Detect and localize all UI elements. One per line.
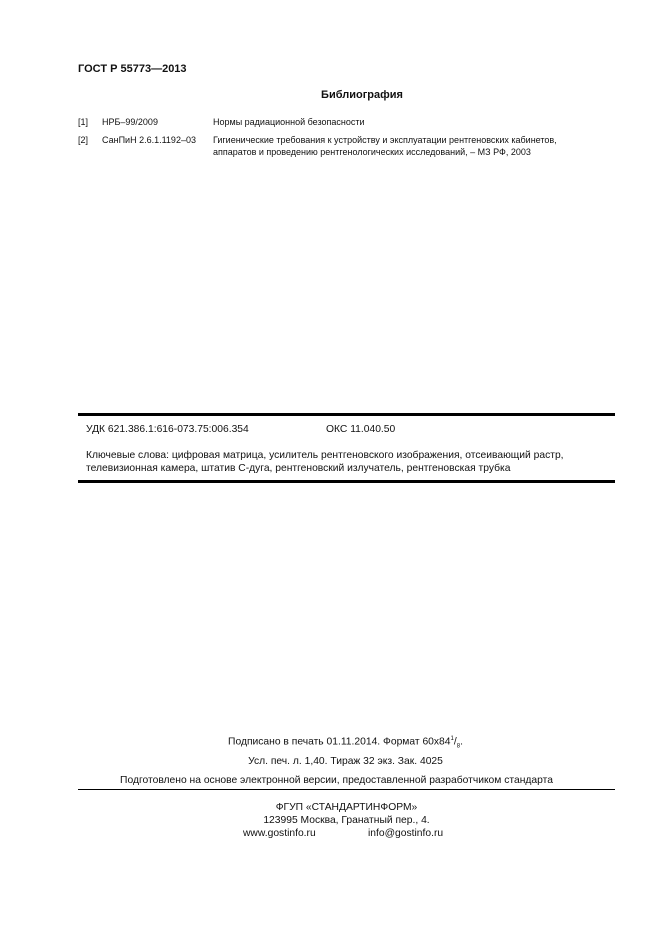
signed-text: Подписано в печать 01.11.2014. Формат 60х84 (228, 736, 451, 748)
signed-for-print (0, 736, 661, 749)
format-fraction-slash: / (453, 736, 457, 748)
bibliography-entry (78, 134, 618, 158)
bibliography-entry (78, 116, 618, 128)
entry-code: СанПиН 2.6.1.1192–03 (102, 135, 196, 145)
keywords-line-1: Ключевые слова: цифровая матрица, усилитель рентгеновского изображения, отсеивающий растр, (86, 450, 564, 461)
entry-number: [2] (78, 135, 89, 145)
publisher-address: 123995 Москва, Гранатный пер., 4. (263, 815, 430, 826)
publisher-website[interactable]: www.gostinfo.ru (243, 828, 316, 839)
divider-top-thick (78, 413, 615, 416)
entry-text-continued: аппаратов и проведению рентгенологических исследований, – МЗ РФ, 2003 (213, 147, 531, 157)
divider-thin (78, 789, 615, 790)
standard-number: ГОСТ Р 55773—2013 (78, 63, 187, 75)
format-fraction-numerator: 1 (450, 736, 454, 742)
udc-code: УДК 621.386.1:616-073.75:006.354 (86, 424, 249, 435)
entry-text: Нормы радиационной безопасности (213, 117, 365, 127)
print-info: Усл. печ. л. 1,40. Тираж 32 экз. Зак. 4025 (248, 756, 443, 767)
keywords-line-2: телевизионная камера, штатив С-дуга, рентгеновский излучатель, рентгеновская трубка (86, 463, 511, 474)
divider-bottom-thick (78, 480, 615, 483)
publisher-email[interactable]: info@gostinfo.ru (368, 828, 444, 839)
signed-suffix: . (460, 736, 463, 748)
publisher-name: ФГУП «СТАНДАРТИНФОРМ» (275, 802, 418, 813)
oks-code: ОКС 11.040.50 (326, 424, 396, 435)
entry-text: Гигиенические требования к устройству и эксплуатации рентгеновских кабинетов, (213, 135, 557, 145)
prepared-note: Подготовлено на основе электронной версии, предоставленной разработчиком стандарта (120, 775, 553, 786)
entry-code: НРБ–99/2009 (102, 117, 158, 127)
bibliography-title: Библиография (321, 89, 403, 101)
entry-number: [1] (78, 117, 89, 127)
format-fraction-denominator: 8 (456, 743, 461, 750)
